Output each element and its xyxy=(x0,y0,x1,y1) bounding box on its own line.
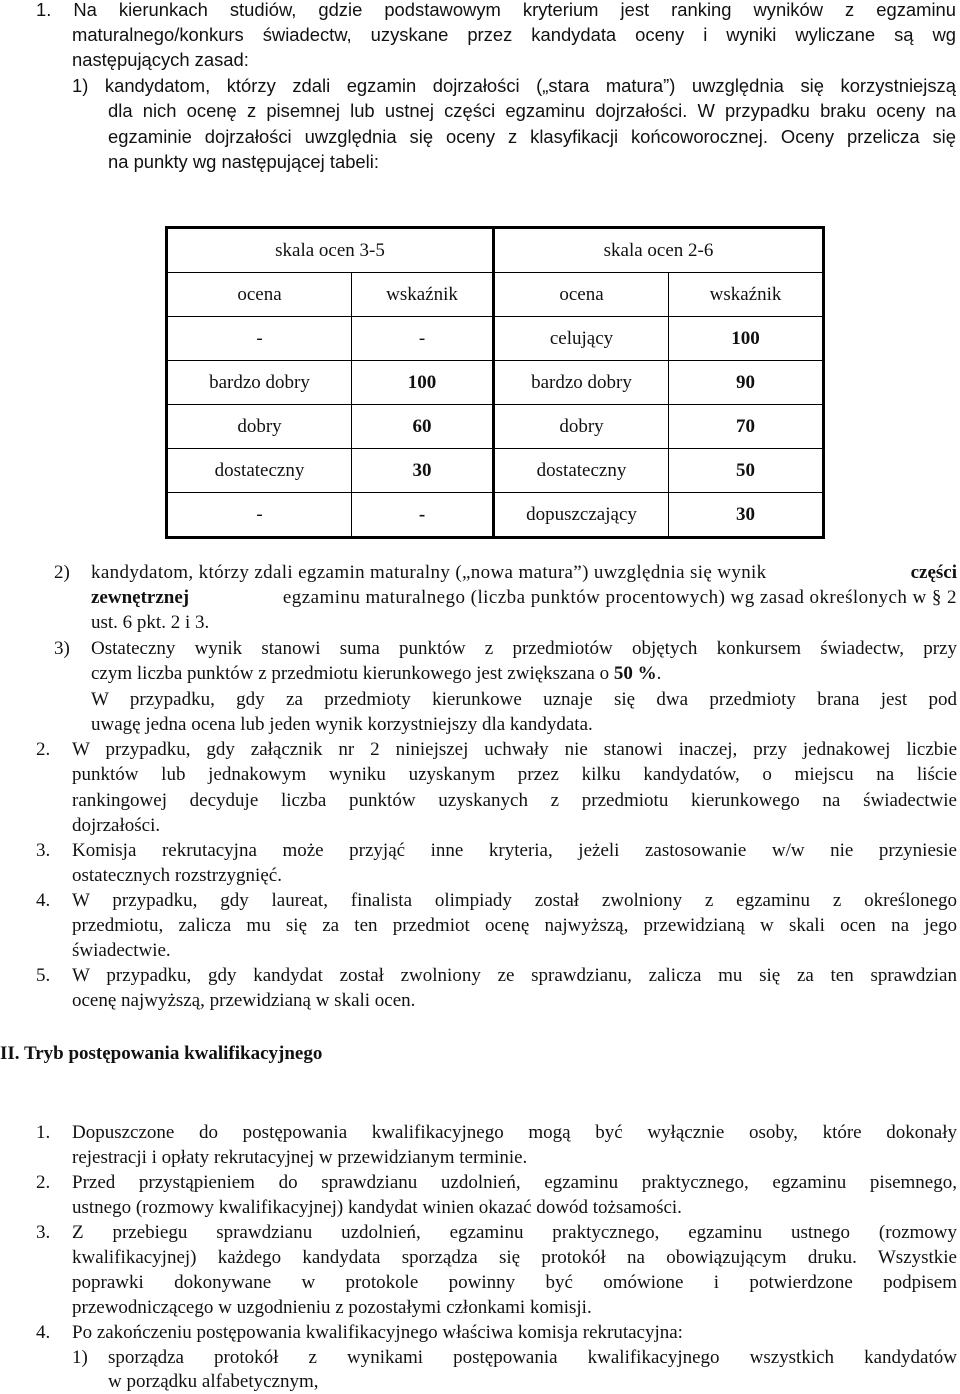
item-2-line-1: Przed przystąpieniem do sprawdzianu uzdolnień, egzaminu praktycznego, egzaminu pisemnego, xyxy=(72,1172,957,1193)
point-5-number: 5. xyxy=(36,965,51,986)
paragraph-1-line-1: 1. Na kierunkach studiów, gdzie podstawowym kryterium jest ranking wyników z egzaminu xyxy=(36,0,956,20)
point-4-line-2: przedmiotu, zalicza mu się za ten przedmiot ocenę najwyższą, przewidzianą w skali ocen na jego xyxy=(72,915,957,936)
point-2-line-2: punktów lub jednakowym wyniku uzyskanym przez kilku kandydatów, o miejscu na liście xyxy=(72,764,957,785)
paragraph-1-line-2: maturalnego/konkurs świadectw, uzyskane przez kandydata oceny i wyniki wyliczane są wg xyxy=(72,24,956,45)
item-2-number: 2. xyxy=(36,1172,51,1193)
point-2-line-3: rankingowej decyduje liczba punktów uzyskanych z przedmiotu kierunkowego na świadectwie xyxy=(72,790,957,811)
item-4-number: 4. xyxy=(36,1322,51,1343)
point-2-line-1: W przypadku, gdy załącznik nr 2 niniejszej uchwały nie stanowi inaczej, przy jednakowej liczbie xyxy=(72,739,957,760)
rule-3-bold-percent: 50 % xyxy=(613,663,657,684)
table-cell: - xyxy=(352,317,494,361)
item-3-number: 3. xyxy=(36,1222,51,1243)
point-5-line-2: ocenę najwyższą, przewidzianą w skali ocen. xyxy=(72,990,416,1011)
table-cell: 50 xyxy=(669,449,824,493)
paragraph-1-line-3: następujących zasad: xyxy=(72,49,249,70)
item-3-line-4: przewodniczącego w uzgodnieniu z pozostałymi członkami komisji. xyxy=(72,1297,592,1318)
table-cell: bardzo dobry xyxy=(494,361,669,405)
rule-3-period: . xyxy=(656,663,662,684)
column-wskaznik-2: wskaźnik xyxy=(669,273,824,317)
point-2-number: 2. xyxy=(36,739,51,760)
rule-1-line-3: egzaminie dojrzałości uwzględnia się oceny z klasyfikacji końcoworocznej. Oceny przelicza się xyxy=(108,126,956,147)
rule-1-line-4: na punkty wg następującej tabeli: xyxy=(108,151,379,172)
section-2-heading: II. Tryb postępowania kwalifikacyjnego xyxy=(0,1043,323,1064)
point-4-line-3: świadectwie. xyxy=(72,940,171,961)
table-row xyxy=(167,361,824,405)
rule-2-number: 2) xyxy=(54,562,70,583)
item-3-line-2: kwalifikacyjnej) każdego kandydata sporządza się protokół na obowiązującym druku. Wszystkie xyxy=(72,1247,957,1268)
table-cell: 100 xyxy=(669,317,824,361)
rule-2-bold-text: zewnętrznej xyxy=(91,587,190,608)
table-cell: 90 xyxy=(669,361,824,405)
rule-2-bold-text: części xyxy=(910,562,957,583)
rule-1-line-2: dla nich ocenę z pisemnej lub ustnej części egzaminu dojrzałości. W przypadku braku oceny na xyxy=(108,100,956,121)
rule-3-line-2 xyxy=(91,661,661,686)
table-cell: - xyxy=(167,317,352,361)
table-row xyxy=(167,317,824,361)
table-row xyxy=(167,449,824,493)
item-3-line-3: poprawki dokonywane w protokole powinny być omówione i potwierdzone podpisem xyxy=(72,1272,957,1293)
table-cell: - xyxy=(167,493,352,538)
item-1-number: 1. xyxy=(36,1122,51,1143)
rule-3-number: 3) xyxy=(54,638,70,659)
point-3-number: 3. xyxy=(36,840,51,861)
table-cell: 100 xyxy=(352,361,494,405)
table-cell: - xyxy=(352,493,494,538)
rule-2-line-2 xyxy=(91,585,957,610)
rule-1-line-1: 1) kandydatom, którzy zdali egzamin dojrzałości („stara matura”) uwzględnia się korzystniejszą xyxy=(72,75,956,96)
item-4-sub-1-line-2: w porządku alfabetycznym, xyxy=(108,1371,319,1392)
point-3-line-2: ostatecznych rozstrzygnięć. xyxy=(72,865,282,886)
table-row xyxy=(167,493,824,538)
rule-3-line-3: W przypadku, gdy za przedmioty kierunkowe uznaje się dwa przedmioty brana jest pod xyxy=(91,689,957,710)
point-4-line-1: W przypadku, gdy laureat, finalista olimpiady został zwolniony z egzaminu z określonego xyxy=(72,890,957,911)
item-2-line-2: ustnego (rozmowy kwalifikacyjnej) kandydat winien okazać dowód tożsamości. xyxy=(72,1197,682,1218)
point-2-line-4: dojrzałości. xyxy=(72,815,161,836)
column-wskaznik-1: wskaźnik xyxy=(352,273,494,317)
table-cell: 30 xyxy=(669,493,824,538)
item-1-line-2: rejestracji i opłaty rekrutacyjnej w przewidzianym terminie. xyxy=(72,1147,528,1168)
column-ocena-2: ocena xyxy=(494,273,669,317)
rule-3-line-4: uwagę jedna ocena lub jeden wynik korzystniejszy dla kandydata. xyxy=(91,714,593,735)
rule-3-line-1: Ostateczny wynik stanowi suma punktów z przedmiotów objętych konkursem świadectw, przy xyxy=(91,638,957,659)
table-header-row xyxy=(167,228,824,273)
rule-2-text: kandydatom, którzy zdali egzamin maturalny („nowa matura”) uwzględnia się wynik xyxy=(91,562,767,583)
table-cell: 70 xyxy=(669,405,824,449)
item-4-sub-1-line-1: sporządza protokół z wynikami postępowania kwalifikacyjnego wszystkich kandydatów xyxy=(108,1347,957,1368)
point-4-number: 4. xyxy=(36,890,51,911)
table-cell: celujący xyxy=(494,317,669,361)
scale-3-5-header: skala ocen 3-5 xyxy=(167,228,494,273)
table-cell: dopuszczający xyxy=(494,493,669,538)
table-cell: dostateczny xyxy=(494,449,669,493)
grade-conversion-table xyxy=(165,226,825,539)
table-row xyxy=(167,405,824,449)
scale-2-6-header: skala ocen 2-6 xyxy=(494,228,824,273)
table-cell: dobry xyxy=(494,405,669,449)
column-ocena-1: ocena xyxy=(237,283,282,305)
rule-2-line-3: ust. 6 pkt. 2 i 3. xyxy=(91,612,210,633)
item-3-line-1: Z przebiegu sprawdzianu uzdolnień, egzaminu praktycznego, egzaminu ustnego (rozmowy xyxy=(72,1222,957,1243)
item-1-line-1: Dopuszczone do postępowania kwalifikacyjnego mogą być wyłącznie osoby, które dokonały xyxy=(72,1122,957,1143)
point-3-line-1: Komisja rekrutacyjna może przyjąć inne kryteria, jeżeli zastosowanie w/w nie przyniesie xyxy=(72,840,957,861)
table-column-row xyxy=(167,273,824,317)
item-4-sub-1-number: 1) xyxy=(72,1347,88,1368)
table-cell: 60 xyxy=(352,405,494,449)
point-5-line-1: W przypadku, gdy kandydat został zwolniony ze sprawdzianu, zalicza mu się za ten sprawdzian xyxy=(72,965,957,986)
table-cell: dobry xyxy=(167,405,352,449)
item-4-line-1: Po zakończeniu postępowania kwalifikacyjnego właściwa komisja rekrutacyjna: xyxy=(72,1322,683,1343)
table-cell: dostateczny xyxy=(167,449,352,493)
table-cell: bardzo dobry xyxy=(167,361,352,405)
rule-2-line-1 xyxy=(91,560,957,585)
table-cell: 30 xyxy=(352,449,494,493)
rule-3-text: czym liczba punktów z przedmiotu kierunkowego jest zwiększana o xyxy=(91,663,610,684)
rule-2-text: egzaminu maturalnego (liczba punktów procentowych) wg zasad określonych w § 2 xyxy=(282,587,957,608)
